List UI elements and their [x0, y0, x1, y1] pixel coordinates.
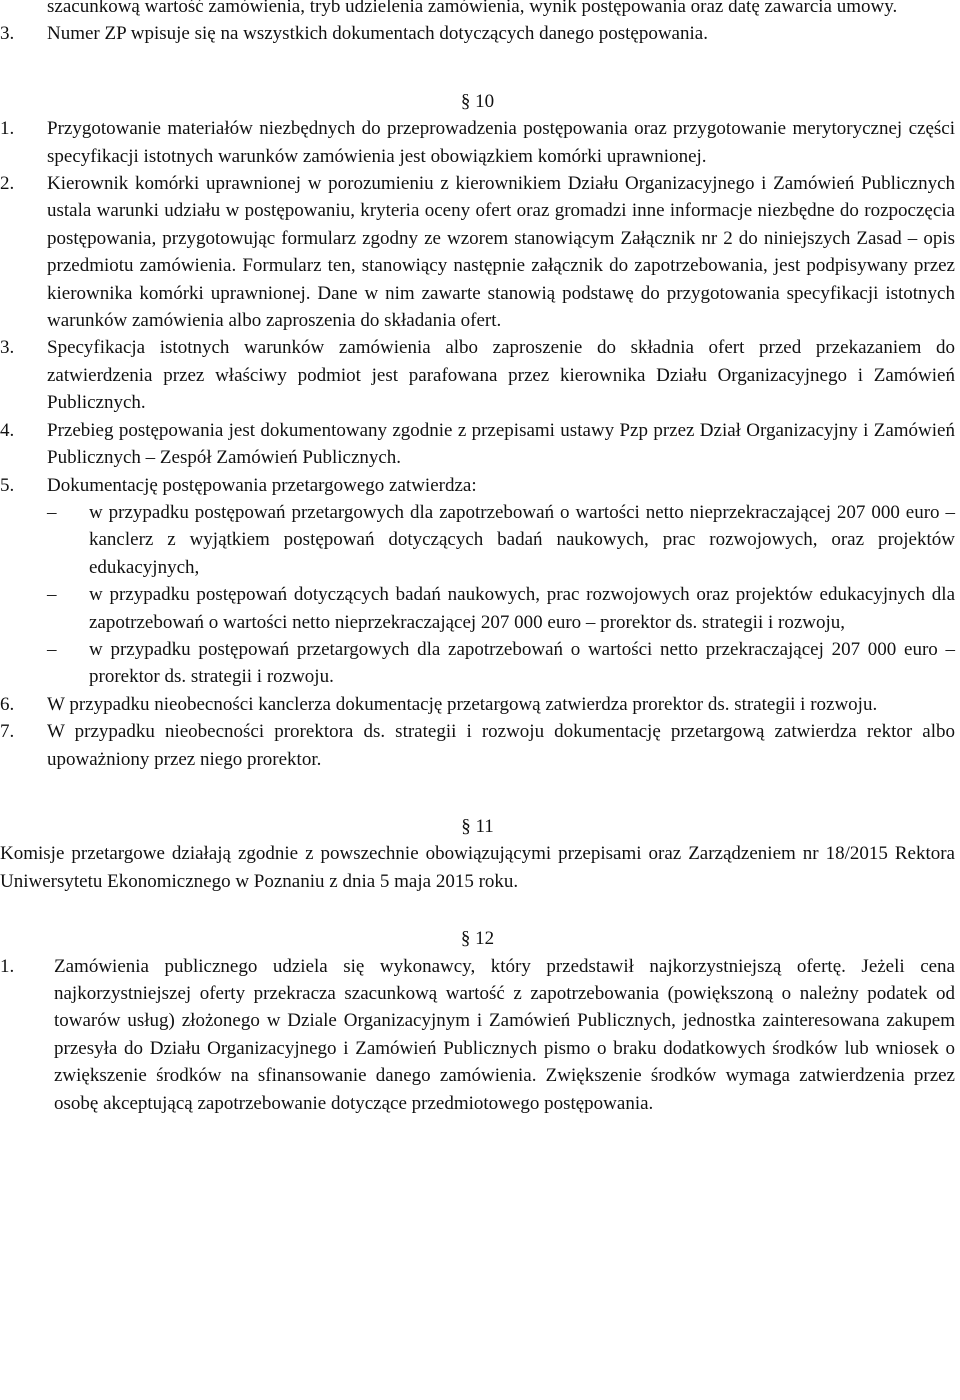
dash-list-text: w przypadku postępowań przetargowych dla zapotrzebowań o wartości netto nieprzekraczającej 207 000 euro – kanclerz z wyjątkiem postępowań dotyczących badań naukowych, prac rozwojowych, oraz projektów edukacyjnych,: [89, 501, 955, 578]
dash-bullet: –: [47, 638, 57, 660]
list-item-number: 3.: [0, 337, 15, 359]
list-item: [0, 691, 955, 718]
list-item-text: Przebieg postępowania jest dokumentowany zgodnie z przepisami ustawy Pzp przez Dział Organizacyjny i Zamówień Publicznych – Zespół Zamówień Publicznych.: [47, 419, 955, 469]
list-item: [0, 472, 955, 499]
list-item-number: 6.: [0, 693, 15, 715]
list-item-number: 1.: [0, 955, 15, 977]
continuation-paragraph: szacunkową wartość zamówienia, tryb udzielenia zamówienia, wynik postępowania oraz datę zawarcia umowy.: [47, 0, 898, 17]
section-12-heading: § 12: [460, 928, 495, 950]
dash-bullet: –: [47, 584, 57, 606]
dash-list-item: [0, 499, 955, 581]
list-item: [0, 718, 955, 773]
list-item-number: 2.: [0, 173, 15, 195]
list-item-number: 1.: [0, 118, 15, 140]
section-11-paragraph: Komisje przetargowe działają zgodnie z powszechnie obowiązującymi przepisami oraz Zarządzeniem nr 18/2015 Rektora Uniwersytetu Ekonomicznego w Poznaniu z dnia 5 maja 2015 roku.: [0, 843, 955, 892]
list-item-text: Dokumentację postępowania przetargowego zatwierdza:: [47, 474, 477, 496]
list-item-number: 3.: [0, 23, 15, 45]
dash-list-text: w przypadku postępowań dotyczących badań naukowych, prac rozwojowych oraz projektów edukacyjnych dla zapotrzebowań o wartości netto nieprzekraczającej 207 000 euro – prorektor ds. strategii i rozwoju,: [89, 584, 955, 633]
list-item: [0, 334, 955, 416]
section-10-heading: § 10: [460, 90, 495, 112]
list-item-text: Zamówienia publicznego udziela się wykonawcy, który przedstawił najkorzystniejszą ofertę. Jeżeli cena najkorzystniejszej oferty przekracza szacunkową wartość z zapotrzebowania (powiększoną o należny podatek od towarów usług) złożonego w Dziale Organizacyjnym i Zamówień Publicznych, jednostka zainteresowana zakupem przesyła do Działu Organizacyjnego i Zamówień Publicznych pismo o braku dodatkowych środków lub wniosek o zwiększenie środków na sfinansowanie danego zamówienia. Zwiększenie środków wymaga zatwierdzenia przez osobę akceptującą zapotrzebowanie dotyczące przedmiotowego postępowania.: [54, 955, 955, 1114]
dash-list-text: w przypadku postępowań przetargowych dla zapotrzebowań o wartości netto przekraczającej 207 000 euro – prorektor ds. strategii i rozwoju.: [89, 638, 955, 688]
dash-bullet: –: [47, 501, 57, 523]
dash-list-item: [0, 581, 955, 636]
list-item: [0, 170, 955, 334]
dash-list-item: [0, 636, 955, 691]
list-item: [0, 20, 955, 47]
section-11-heading: § 11: [461, 815, 494, 837]
list-item: [0, 417, 955, 472]
list-item: [0, 953, 955, 1117]
list-item-text: Specyfikacja istotnych warunków zamówienia albo zaproszenie do składnia ofert przed przekazaniem do zatwierdzenia przez właściwy podmiot jest parafowana przez kierownika Działu Organizacyjnego i Zamówień Publicznych.: [47, 337, 955, 414]
list-item-text: W przypadku nieobecności prorektora ds. strategii i rozwoju dokumentację przetargową zatwierdza rektor albo upoważniony przez niego prorektor.: [47, 721, 955, 770]
list-item-number: 4.: [0, 419, 15, 441]
list-item-number: 7.: [0, 721, 15, 743]
list-item-text: W przypadku nieobecności kanclerza dokumentację przetargową zatwierdza prorektor ds. strategii i rozwoju.: [47, 693, 878, 715]
list-item-text: Przygotowanie materiałów niezbędnych do przeprowadzenia postępowania oraz przygotowanie merytorycznej części specyfikacji istotnych warunków zamówienia jest obowiązkiem komórki uprawnionej.: [47, 118, 955, 167]
list-item: [0, 115, 955, 170]
list-item-number: 5.: [0, 474, 15, 496]
list-item-text: Kierownik komórki uprawnionej w porozumieniu z kierownikiem Działu Organizacyjnego i Zamówień Publicznych ustala warunki udziału w postępowaniu, kryteria oceny ofert oraz gromadzi inne informacje niezbędne do rozpoczęcia postępowania, przygotowując formularz zgodny ze wzorem stanowiącym Załącznik nr 2 do niniejszych Zasad – opis przedmiotu zamówienia. Formularz ten, stanowiący następnie załącznik do zapotrzebowania, jest podpisywany przez kierownika komórki uprawnionej. Dane w nim zawarte stanowią podstawę do przygotowania specyfikacji istotnych warunków zamówienia albo zaproszenia do składania ofert.: [47, 173, 955, 332]
list-item-text: Numer ZP wpisuje się na wszystkich dokumentach dotyczących danego postępowania.: [47, 23, 708, 45]
